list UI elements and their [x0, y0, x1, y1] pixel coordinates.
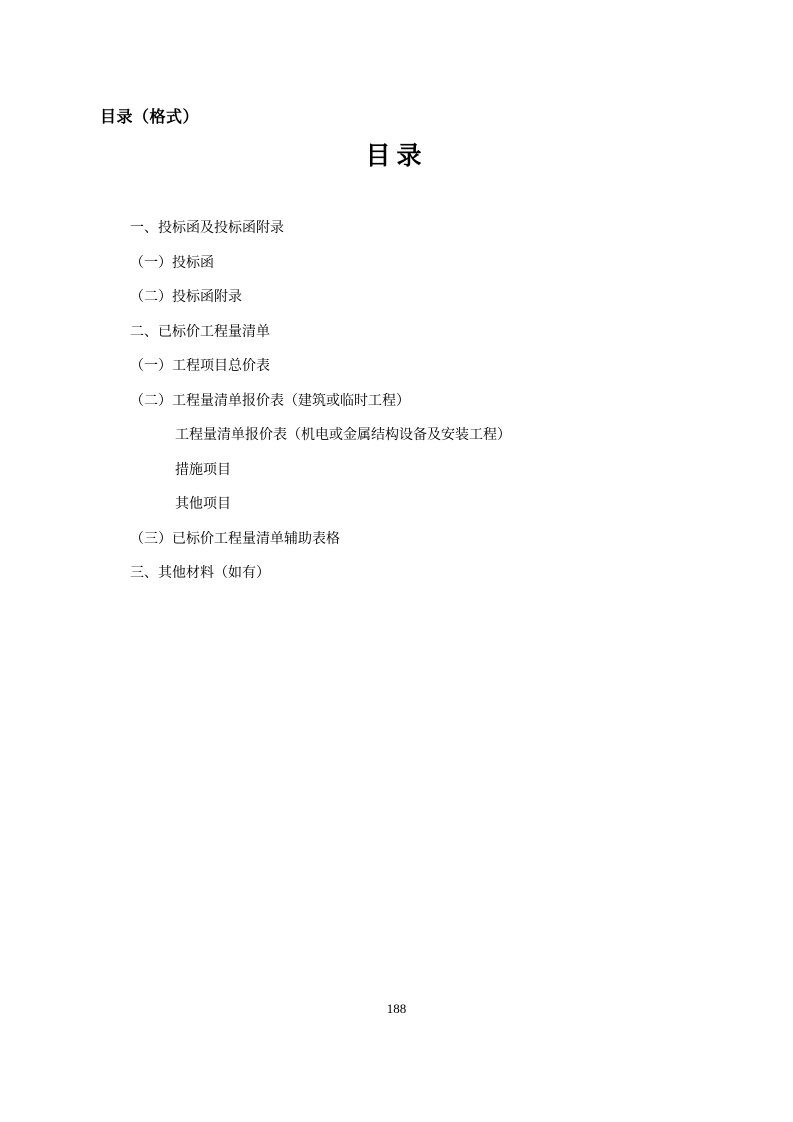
toc-entry[interactable]: 二、已标价工程量清单 [130, 324, 270, 340]
toc-entry[interactable]: （一）工程项目总价表 [130, 359, 270, 374]
toc-entry[interactable]: 一、投标函及投标函附录 [130, 221, 284, 236]
toc-entry[interactable]: （二）工程量清单报价表（建筑或临时工程） [130, 393, 410, 409]
toc-entry[interactable]: （一）投标函 [130, 255, 214, 271]
toc-entry[interactable]: （二）投标函附录 [130, 290, 242, 305]
page-number: 188 [386, 1001, 407, 1016]
page-title: 目录 [365, 143, 428, 170]
toc-entry[interactable]: 其他项目 [175, 497, 231, 512]
toc-entry[interactable]: 措施项目 [175, 462, 231, 478]
table-of-contents [0, 212, 793, 592]
section-label: 目录（格式） [100, 109, 200, 126]
toc-entry[interactable]: 工程量清单报价表（机电或金属结构设备及安装工程） [175, 428, 511, 443]
toc-entry[interactable]: （三）已标价工程量清单辅助表格 [130, 531, 340, 547]
toc-entry[interactable]: 三、其他材料（如有） [130, 566, 270, 581]
